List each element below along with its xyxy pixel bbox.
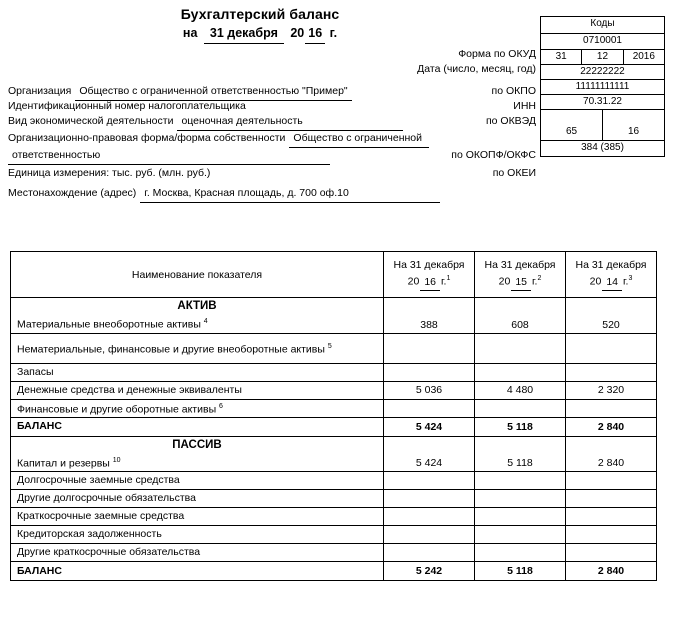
header-period-2-note: 2	[537, 275, 542, 283]
balance-sheet-table	[10, 251, 657, 581]
cell-capital-p2: 5 118	[475, 436, 566, 472]
cell-shortterm-loans-p3	[566, 508, 657, 526]
codes-okpo-row	[541, 65, 664, 80]
header-period-1	[384, 252, 475, 298]
row-note: 10	[112, 456, 121, 464]
cell-inventory-p3	[566, 363, 657, 381]
table-row	[11, 472, 657, 490]
okfs-value: 16	[627, 126, 640, 137]
asset-total-label: БАЛАНС	[11, 417, 384, 436]
cell-intangible-p3	[566, 333, 657, 363]
asset-section-title: АКТИВ	[177, 300, 217, 312]
okpo-value: 22222222	[579, 65, 626, 79]
unit-row	[8, 166, 540, 181]
cell-longterm-loans-p3	[566, 472, 657, 490]
table-row	[11, 526, 657, 544]
header-period-3-year: 14	[602, 275, 622, 291]
table-header-row	[11, 252, 657, 298]
cell-material-noncurrent-p1: 388	[384, 298, 475, 334]
header-period-2	[475, 252, 566, 298]
unit-label: Единица измерения: тыс. руб. (млн. руб.)	[8, 167, 211, 179]
header-period-1-suffix: г.	[441, 275, 447, 288]
row-label-other-longterm: Другие долгосрочные обязательства	[11, 490, 384, 508]
row-label-text: Нематериальные, финансовые и другие внеоборотные активы	[17, 343, 325, 356]
okpo-value-wrap	[541, 65, 664, 79]
date-year-value: 2016	[632, 51, 655, 62]
table-row	[11, 381, 657, 399]
asset-total-p3: 2 840	[566, 417, 657, 436]
cell-material-noncurrent-p3: 520	[566, 298, 657, 334]
okud-value: 0710001	[583, 35, 622, 46]
cell-other-longterm-p3	[566, 490, 657, 508]
legal-form-row	[8, 131, 540, 146]
codes-okopf-okfs-row	[541, 110, 664, 141]
table-row	[11, 333, 657, 363]
asset-total-row	[11, 417, 657, 436]
activity-row	[8, 114, 540, 129]
address-value: г. Москва, Красная площадь, д. 700 оф.10	[140, 186, 440, 203]
cell-financial-current-p2	[475, 399, 566, 417]
header-indicator-name: Наименование показателя	[11, 252, 384, 298]
inn-label: Идентификационный номер налогоплательщика	[8, 100, 246, 112]
label-okved: по ОКВЭД	[485, 115, 536, 127]
row-note: 6	[219, 402, 223, 410]
row-label-capital-reserves	[11, 453, 383, 472]
header-period-3-suffix: г.	[623, 275, 629, 288]
cell-shortterm-loans-p2	[475, 508, 566, 526]
header-period-1-yrprefix: 20	[407, 275, 420, 288]
address-label: Местонахождение (адрес)	[8, 187, 137, 199]
year-prefix: 20	[290, 26, 305, 40]
header-period-3	[566, 252, 657, 298]
label-okei: по ОКЕИ	[492, 167, 536, 179]
liability-total-row	[11, 562, 657, 581]
okei-value: 384 (385)	[581, 142, 624, 153]
row-label-text: Материальные внеоборотные активы	[17, 318, 201, 331]
liability-total-p3: 2 840	[566, 562, 657, 581]
cell-other-longterm-p2	[475, 490, 566, 508]
row-label-cash: Денежные средства и денежные эквиваленты	[11, 381, 384, 399]
cell-capital-p3: 2 840	[566, 436, 657, 472]
header-period-3-line1: На 31 декабря	[575, 259, 647, 272]
report-date-value: 31 декабря	[204, 25, 284, 44]
row-label-shortterm-loans: Краткосрочные заемные средства	[11, 508, 384, 526]
header-period-1-year: 16	[420, 275, 440, 291]
codes-okved-row	[541, 95, 664, 110]
table-row	[11, 399, 657, 417]
legal-form-label: Организационно-правовая форма/форма собственности	[8, 132, 286, 144]
row-label-other-shortterm: Другие краткосрочные обязательства	[11, 544, 384, 562]
date-prefix: на	[182, 26, 198, 40]
codes-box	[540, 16, 665, 157]
asset-section-row	[11, 298, 657, 334]
liability-section-title: ПАССИВ	[172, 438, 222, 451]
liability-section-row	[11, 436, 657, 472]
row-label-inventory: Запасы	[11, 363, 384, 381]
liability-total-label: БАЛАНС	[11, 562, 384, 581]
activity-label: Вид экономической деятельности	[8, 115, 174, 127]
row-note: 4	[203, 318, 208, 325]
report-date-line	[0, 25, 520, 44]
codes-header-row	[541, 17, 664, 34]
cell-cash-p1: 5 036	[384, 381, 475, 399]
cell-intangible-p2	[475, 333, 566, 363]
asset-section-cell	[11, 298, 384, 334]
cell-material-noncurrent-p2: 608	[475, 298, 566, 334]
liability-total-p2: 5 118	[475, 562, 566, 581]
cell-inventory-p2	[475, 363, 566, 381]
liability-total-p1: 5 242	[384, 562, 475, 581]
header-period-2-suffix: г.	[532, 275, 538, 288]
asset-total-p2: 5 118	[475, 417, 566, 436]
inn-row	[8, 99, 540, 114]
cell-inventory-p1	[384, 363, 475, 381]
row-note: 5	[327, 343, 332, 351]
cell-longterm-loans-p2	[475, 472, 566, 490]
row-label-text: Финансовые и другие оборотные активы	[17, 403, 217, 416]
cell-accounts-payable-p2	[475, 526, 566, 544]
okved-value: 70.31.22	[583, 96, 622, 107]
codes-okei-row	[541, 141, 664, 156]
header-period-2-line1: На 31 декабря	[484, 259, 556, 272]
codes-header-label: Коды	[590, 18, 615, 29]
label-okpo: по ОКПО	[491, 85, 536, 97]
row-label-accounts-payable: Кредиторская задолженность	[11, 526, 384, 544]
cell-cash-p2: 4 480	[475, 381, 566, 399]
document-title-block	[0, 6, 520, 44]
table-row	[11, 544, 657, 562]
header-period-3-yrprefix: 20	[589, 275, 602, 288]
organization-value: Общество с ограниченной ответственностью "Пример"	[75, 84, 351, 101]
cell-other-shortterm-p2	[475, 544, 566, 562]
cell-capital-p1: 5 424	[384, 436, 475, 472]
cell-intangible-p1	[384, 333, 475, 363]
header-period-2-year: 15	[511, 275, 531, 291]
row-label-intangible-financial	[11, 333, 384, 363]
label-okopf-okfs: по ОКОПФ/ОКФС	[451, 149, 536, 161]
liability-section-cell	[11, 436, 384, 472]
inn-value: 11111111111	[575, 81, 630, 92]
cell-cash-p3: 2 320	[566, 381, 657, 399]
cell-other-shortterm-p3	[566, 544, 657, 562]
cell-other-longterm-p1	[384, 490, 475, 508]
cell-accounts-payable-p3	[566, 526, 657, 544]
row-label-financial-current	[11, 399, 384, 417]
codes-inn-row	[541, 80, 664, 95]
cell-longterm-loans-p1	[384, 472, 475, 490]
legal-form-value: Общество с ограниченной	[289, 131, 429, 148]
year-suffix: г.	[329, 26, 338, 40]
label-inn: ИНН	[513, 100, 536, 112]
table-row	[11, 363, 657, 381]
cell-shortterm-loans-p1	[384, 508, 475, 526]
label-date-parts: Дата (число, месяц, год)	[417, 63, 536, 75]
row-label-longterm-loans: Долгосрочные заемные средства	[11, 472, 384, 490]
legal-form-value-cont: ответственностью	[8, 148, 330, 165]
header-period-1-note: 1	[446, 275, 451, 283]
header-period-3-note: 3	[628, 275, 633, 283]
codes-okud-row	[541, 34, 664, 50]
organization-row	[8, 84, 540, 99]
row-label-text: Капитал и резервы	[17, 457, 110, 469]
legal-form-row-cont	[8, 148, 540, 163]
codes-date-row	[541, 50, 664, 65]
cell-financial-current-p1	[384, 399, 475, 417]
organization-label: Организация	[8, 85, 72, 97]
header-period-2-yrprefix: 20	[498, 275, 511, 288]
cell-financial-current-p3	[566, 399, 657, 417]
row-label-material-noncurrent	[11, 314, 383, 333]
activity-value: оценочная деятельность	[177, 114, 403, 131]
asset-total-p1: 5 424	[384, 417, 475, 436]
page-title: Бухгалтерский баланс	[180, 6, 340, 22]
table-row	[11, 490, 657, 508]
header-period-1-line1: На 31 декабря	[393, 259, 465, 272]
cell-accounts-payable-p1	[384, 526, 475, 544]
report-year-value: 16	[305, 25, 325, 44]
table-row	[11, 508, 657, 526]
address-row	[8, 186, 540, 201]
date-month-value: 12	[582, 50, 623, 64]
label-form-okud: Форма по ОКУД	[458, 48, 536, 60]
date-day-value: 31	[541, 50, 582, 64]
okopf-value: 65	[541, 110, 603, 140]
cell-other-shortterm-p1	[384, 544, 475, 562]
